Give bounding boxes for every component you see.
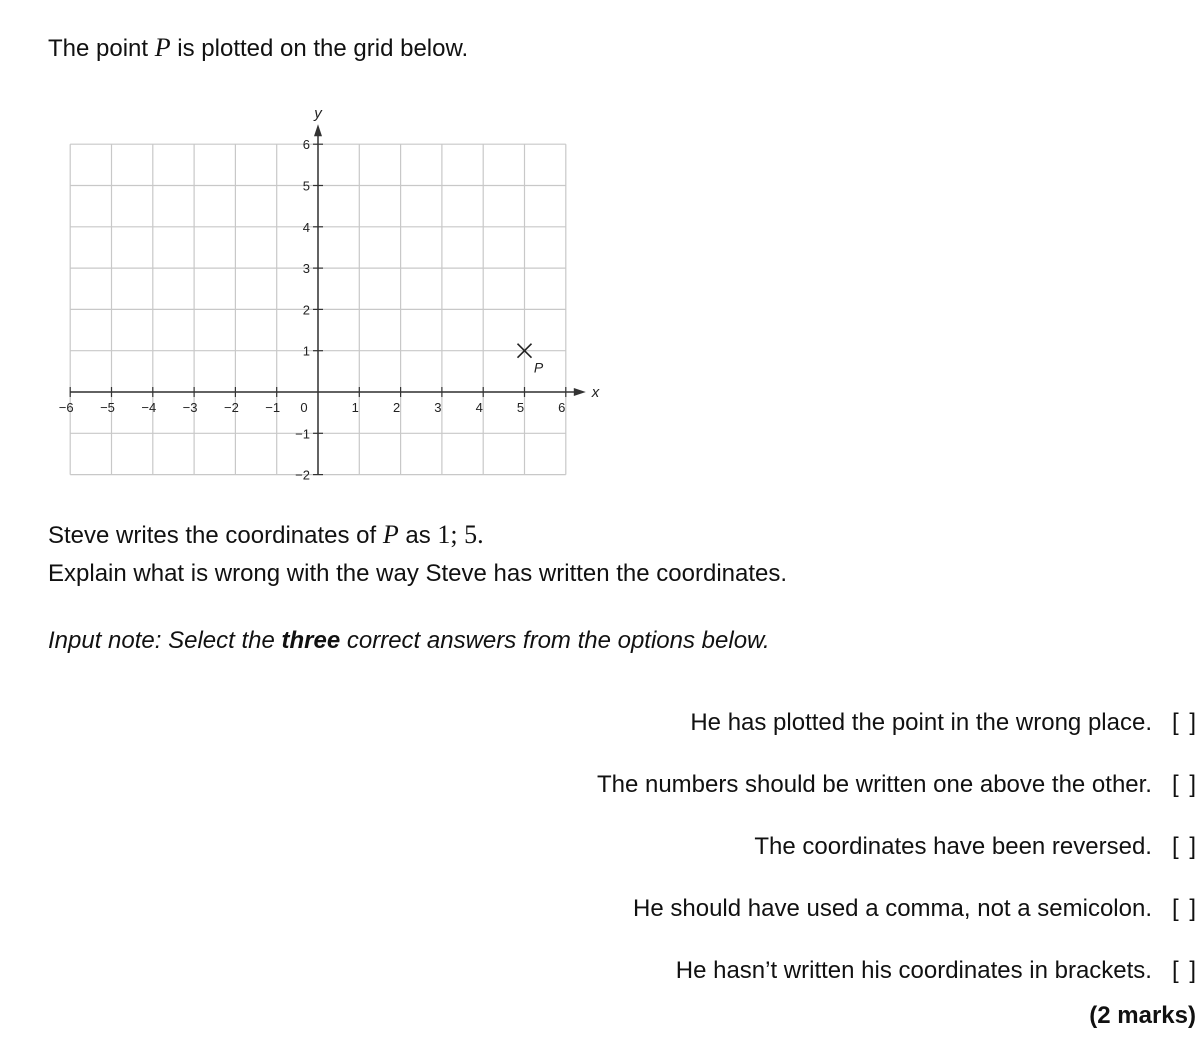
x-tick-label: 4 [475,400,483,415]
statement-prefix: Steve writes the coordinates of [48,522,383,549]
x-axis-arrow [574,388,586,396]
statement-mid: as [398,522,438,549]
y-tick-label: 1 [302,343,310,359]
x-axis-label: x [591,384,600,401]
x-tick-label: −5 [100,400,115,415]
y-tick-label: −1 [295,426,310,442]
question-stem [48,30,468,67]
stem-suffix: is plotted on the grid below. [170,35,469,62]
x-tick-label: 6 [558,400,566,415]
origin-label: 0 [300,400,308,415]
statement [48,518,484,553]
option-checkbox[interactable]: [ ] [1171,895,1198,922]
input-note [48,624,770,658]
option-brackets[interactable] [676,940,1198,1002]
instruction: Explain what is wrong with the way Steve has written the coordinates. [48,560,788,587]
option-comma-not-semicolon[interactable] [633,878,1198,940]
x-tick-label: −3 [182,400,198,415]
option-label: The coordinates have been reversed. [754,833,1152,860]
option-reversed[interactable] [754,816,1198,878]
y-tick-label: 5 [302,178,310,194]
y-tick-label: 4 [302,219,310,235]
y-tick-label: 2 [302,302,310,318]
y-tick-label: 3 [302,261,310,277]
x-tick-label: 2 [392,400,401,415]
option-label: He hasn’t written his coordinates in brackets. [675,957,1152,984]
note-emphasis: three [281,627,341,654]
y-tick-label: −2 [295,467,310,480]
option-label: He has plotted the point in the wrong place. [690,709,1152,736]
option-one-above-other[interactable] [597,754,1198,816]
answer-options [597,692,1198,1002]
point-p-label: P [533,359,544,376]
x-tick-label: −1 [265,400,281,415]
coordinate-grid [0,90,620,480]
note-suffix: correct answers from the options below. [340,627,770,654]
x-tick-label: 3 [434,400,442,415]
x-tick-label: 1 [351,400,359,415]
x-tick-label: −6 [58,400,74,415]
stem-prefix: The point [48,35,155,62]
statement-point-variable: P [382,520,399,549]
stem-point-variable: P [154,33,171,62]
option-label: The numbers should be written one above the other. [596,771,1152,798]
option-checkbox[interactable]: [ ] [1171,771,1198,798]
option-checkbox[interactable]: [ ] [1171,833,1198,860]
option-checkbox[interactable]: [ ] [1171,957,1198,984]
marks-label: (2 marks) [1089,1002,1196,1029]
statement-value: 1; 5. [437,520,484,549]
note-prefix: Input note: Select the [48,627,282,654]
y-tick-label: 6 [302,137,310,153]
x-tick-label: 5 [516,400,525,415]
option-label: He should have used a comma, not a semicolon. [633,895,1152,922]
x-tick-label: −4 [141,400,157,415]
x-tick-label: −2 [223,400,239,415]
option-wrong-place[interactable] [690,692,1198,754]
y-axis-arrow [314,124,322,136]
y-axis-label: y [314,105,322,123]
option-checkbox[interactable]: [ ] [1171,709,1198,736]
